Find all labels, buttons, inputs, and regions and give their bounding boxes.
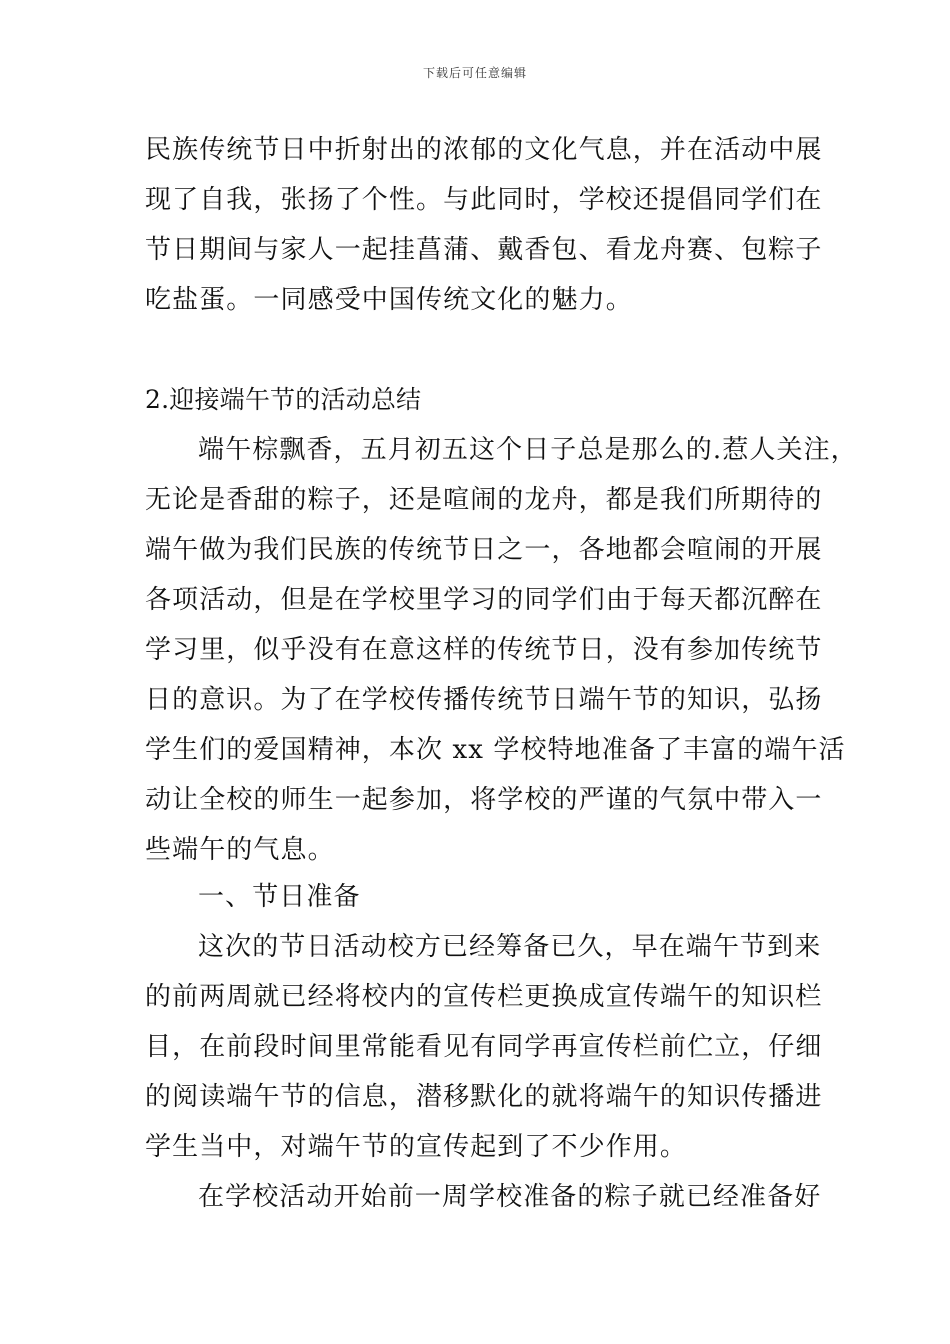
- paragraph-line: 目，在前段时间里常能看见有同学再宣传栏前伫立，仔细: [145, 1032, 823, 1062]
- paragraph-line: 在学校活动开始前一周学校准备的粽子就已经准备好: [198, 1182, 822, 1212]
- paragraph-line: 民族传统节日中折射出的浓郁的文化气息，并在活动中展: [145, 135, 823, 165]
- paragraph-line: 学生当中，对端午节的宣传起到了不少作用。: [145, 1132, 688, 1162]
- paragraph-line: 现了自我，张扬了个性。与此同时，学校还提倡同学们在: [145, 185, 823, 215]
- header-note: 下载后可任意编辑: [422, 66, 527, 80]
- paragraph-line: 端午棕飘香，五月初五这个日子总是那么的.惹人关注，: [198, 435, 858, 465]
- section-title: 2.迎接端午节的活动总结: [145, 385, 422, 414]
- paragraph-line: 动让全校的师生一起参加，将学校的严谨的气氛中带入一: [145, 785, 823, 815]
- paragraph-line: 日的意识。为了在学校传播传统节日端午节的知识，弘扬: [145, 685, 823, 715]
- paragraph-line: 学习里，似乎没有在意这样的传统节日，没有参加传统节: [145, 635, 823, 665]
- paragraph-line: 无论是香甜的粽子，还是喧闹的龙舟，都是我们所期待的: [145, 485, 823, 515]
- paragraph-line: 些端午的气息。: [145, 835, 335, 865]
- paragraph-line: 节日期间与家人一起挂菖蒲、戴香包、看龙舟赛、包粽子: [145, 235, 823, 265]
- subheading: 一、节日准备: [198, 882, 361, 912]
- paragraph-line: 这次的节日活动校方已经筹备已久，早在端午节到来: [198, 932, 822, 962]
- paragraph-line: 学生们的爱国精神，本次 xx 学校特地准备了丰富的端午活: [145, 735, 846, 765]
- paragraph-line: 端午做为我们民族的传统节日之一，各地都会喧闹的开展: [145, 535, 823, 565]
- paragraph-line: 的前两周就已经将校内的宣传栏更换成宣传端午的知识栏: [145, 982, 823, 1012]
- paragraph-line: 各项活动，但是在学校里学习的同学们由于每天都沉醉在: [145, 585, 823, 615]
- paragraph-line: 的阅读端午节的信息，潜移默化的就将端午的知识传播进: [145, 1082, 823, 1112]
- paragraph-line: 吃盐蛋。一同感受中国传统文化的魅力。: [145, 285, 633, 315]
